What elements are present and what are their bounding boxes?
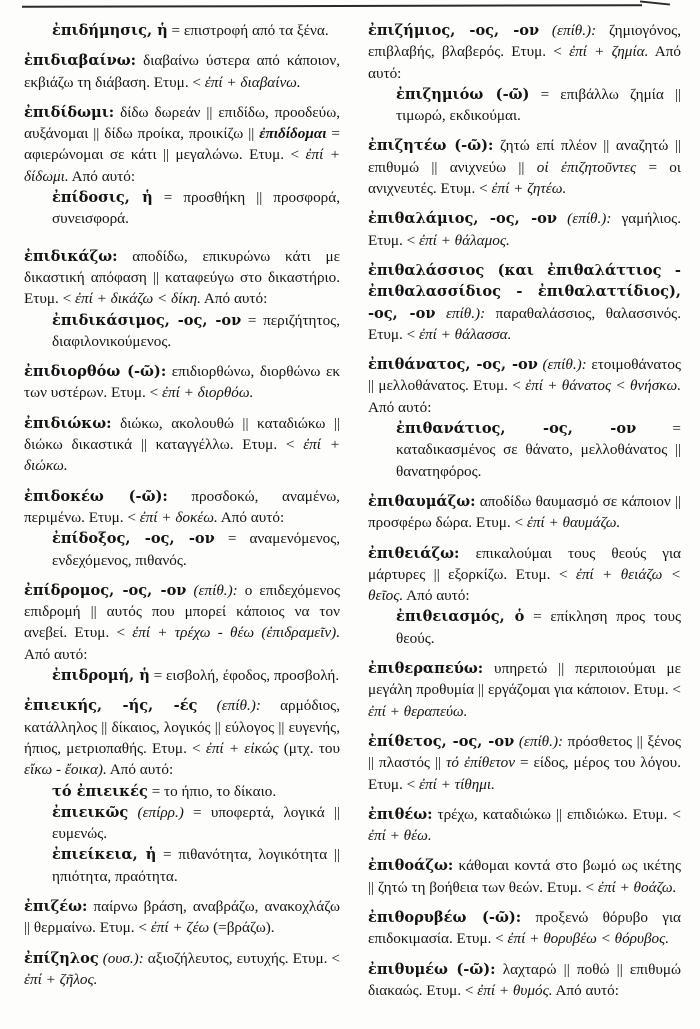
etymology: ἐπί + εἰκώς	[205, 739, 279, 757]
etymology: ἐπί + δίδωμι.	[24, 146, 340, 185]
etymology: ἐπί + θειάζω < θεῖος.	[368, 565, 681, 605]
headword: ἐπίζηλος	[24, 949, 99, 967]
part-of-speech: (επίθ.):	[537, 356, 587, 374]
dictionary-entry	[368, 135, 681, 199]
headword: ἐπιθαλάσσιος (και ἐπιθαλάττιος - ἐπιθαλασσίδιος - ἐπιθαλαττίδιος), -ος, -ον	[368, 261, 681, 322]
part-of-speech: (επίθ.):	[557, 210, 612, 228]
derived-note: Από αυτό:	[200, 290, 268, 308]
left-column	[24, 20, 340, 999]
definition: δίδω δωρεάν || επιδίδω, προοδεύω, αυξάνομαι || δίδω προίκα, προικίζω ||	[24, 103, 340, 143]
inflected-form: ἐπιδίδομαι	[259, 125, 327, 143]
headword: ἐπιθαλάμιος, -ος, -ον	[368, 210, 558, 228]
headword: ἐπιθαυμάζω:	[368, 492, 476, 510]
dictionary-entry	[24, 50, 340, 93]
definition: αποδίδω, επικυρώνω κάτι με δικαστική απόφαση || καταφεύγω στο δικαστήριο. Ετυμ. <	[24, 247, 340, 308]
definition: γαμήλιος. Ετυμ. <	[368, 210, 681, 249]
sub-entry	[52, 187, 340, 230]
derived-note: Από αυτό:	[217, 508, 285, 526]
dictionary-entry	[24, 102, 340, 230]
derived-note: Από αυτό:	[68, 167, 136, 185]
definition: υπηρετώ || περιποιούμαι με μεγάλη προθυμία || εργάζομαι για κάποιον. Ετυμ. <	[368, 660, 681, 699]
headword: ἐπιδικάζω:	[24, 247, 118, 265]
headword: ἐπίθετος, -ος, -ον	[368, 732, 515, 750]
dictionary-entry	[368, 260, 681, 345]
etymology: ἐπί + ζῆλος.	[24, 970, 98, 988]
right-column	[368, 20, 681, 1010]
headword: ἐπιδιορθόω (-ῶ):	[24, 363, 167, 381]
etymology: ἐπί + ζέω	[150, 919, 210, 937]
sub-headword: ἐπίδοσις, ἡ	[52, 189, 153, 207]
definition: επιδιορθώνω, διορθώνω εκ των υστέρων. Ετυμ. <	[24, 363, 340, 402]
sub-entry	[52, 528, 340, 571]
dictionary-entry	[368, 731, 681, 795]
etymology: ἐπί + θοάζω.	[597, 878, 677, 896]
sub-entry	[396, 418, 681, 482]
definition: προσδοκώ, αναμένω, περιμένω. Ετυμ. <	[24, 487, 340, 526]
definition: ζητώ επί πλέον || αναζητώ || επιθυμώ || ανιχνεύω ||	[368, 137, 682, 176]
definition: τρέχω, καταδιώκω || επιδιώκω. Ετυμ. <	[432, 805, 681, 823]
top-rule-curl	[640, 0, 670, 5]
definition: διαβαίνω ύστερα από κάποιον, εκβιάζω τη διάβαση. Ετυμ. <	[24, 52, 340, 91]
sub-headword: ἐπιθανάτιος, -ος, -ον	[396, 420, 637, 438]
sub-definition: = υποφερτά, λογικά || ευμενώς.	[52, 803, 340, 843]
headword: ἐπιθειάζω:	[368, 544, 460, 562]
dictionary-entry	[24, 695, 340, 887]
etymology: ἐπί + τίθημι.	[419, 775, 495, 793]
etymology: ἐπί + ζημία.	[569, 43, 649, 61]
etymology-note: (μτχ. του	[278, 739, 340, 757]
dictionary-entry	[368, 354, 681, 482]
definition: αξιοζήλευτος, ευτυχής. Ετυμ. <	[143, 949, 340, 967]
derived-note: Από αυτό:	[552, 981, 619, 999]
derived-note: Από αυτό:	[368, 43, 681, 82]
definition: = επιστροφή από τα ξένα.	[167, 22, 329, 39]
sub-entry	[52, 665, 340, 686]
part-of-speech: (επίθ.):	[514, 732, 564, 750]
dictionary-entry	[368, 20, 681, 126]
inflected-form: τό ἐπίθετον	[445, 754, 516, 772]
definition: επικαλούμαι τους θεούς για μάρτυρες || εξορκίζω. Ετυμ. <	[368, 544, 681, 583]
definition: κάθομαι κοντά στο βωμό ως ικέτης || ζητώ τη βοήθεια των θεών. Ετυμ. <	[368, 857, 681, 896]
headword: ἐπιδοκέω (-ῶ):	[24, 487, 168, 505]
etymology: ἐπί + δικάζω < δίκη.	[75, 290, 201, 308]
derived-note: Από αυτό:	[368, 398, 432, 416]
definition: ετοιμοθάνατος || μελλοθάνατος. Ετυμ. <	[368, 356, 681, 395]
etymology: ἐπί + θαυμάζω.	[526, 514, 621, 532]
headword: ἐπιδήμησις, ἡ	[52, 22, 168, 39]
definition: αρμόδιος, κατάλληλος || δίκαιος, λογικός || εύλογος || ευγενής, ήπιος, μετριοπαθής. Ετυμ. <	[24, 697, 340, 757]
top-rule	[22, 4, 642, 8]
dictionary-entry	[24, 896, 340, 939]
sub-definition: = πιθανότητα, λογικότητα || ηπιότητα, πραότητα.	[52, 846, 340, 885]
sub-headword: ἐπιθειασμός, ὁ	[396, 608, 525, 626]
dictionary-entry	[368, 959, 681, 1002]
definition: παίρνω βράση, αναβράζω, ανακοχλάζω || θερμαίνω. Ετυμ. <	[24, 897, 340, 937]
definition: διώκω, ακολουθώ || καταδιώκω || διώκω δικαστικά || καταγγέλλω. Ετυμ. <	[24, 414, 340, 454]
dictionary-entry	[368, 543, 681, 649]
sub-definition: = αναμενόμενος, ενδεχόμενος, πιθανός.	[52, 530, 341, 569]
sub-definition: = περιζήτητος, διαφιλονικούμενος.	[52, 311, 340, 350]
headword: ἐπιδιαβαίνω:	[24, 52, 137, 70]
headword: ἐπιεικής, -ής, -ές	[24, 697, 198, 715]
dictionary-entry	[24, 413, 340, 477]
dictionary-entry	[24, 948, 340, 991]
definition: παραθαλάσσιος, θαλασσινός. Ετυμ. <	[368, 304, 681, 343]
definition: ο επιδεχόμενος επιδρομή || αυτός που μπορεί κάποιος να τον ανεβεί. Ετυμ. <	[24, 581, 340, 642]
sub-entry	[396, 84, 681, 127]
etymology: εἴκω - ἔοικα).	[24, 761, 107, 779]
sub-definition: = καταδικασμένος σε θάνατο, μελλοθάνατος || θανατηφόρος.	[396, 420, 681, 480]
part-of-speech: επίθ.):	[435, 304, 486, 322]
headword: ἐπιθεραπεύω:	[368, 660, 484, 678]
etymology: ἐπί + θάνατος < θνήσκω.	[525, 377, 681, 395]
sub-entry	[52, 310, 340, 353]
headword: ἐπιδιώκω:	[24, 414, 112, 432]
etymology: ἐπί + θέω.	[368, 827, 432, 845]
sub-definition: = το ήπιο, το δίκαιο.	[147, 782, 277, 800]
headword: ἐπιζητέω (-ῶ):	[368, 137, 494, 155]
headword: ἐπιθυμέω (-ῶ):	[368, 960, 496, 978]
etymology: ἐπί + θορυβέω < θόρυβος.	[507, 930, 670, 948]
etymology-note: (=βράζω).	[209, 919, 275, 937]
definition: = οι ανιχνευτές. Ετυμ. <	[368, 158, 681, 198]
sub-headword: ἐπιεικῶς	[52, 803, 129, 821]
derived-note: Από αυτό:	[403, 587, 470, 605]
dictionary-entry	[52, 20, 340, 41]
etymology: ἐπί + δοκέω.	[139, 508, 218, 526]
headword: ἐπιζήμιος, -ος, -ον	[368, 22, 540, 39]
headword: ἐπίδρομος, -ος, -ον	[24, 581, 187, 599]
etymology: ἐπί + διαβαίνω.	[204, 73, 301, 91]
sub-entry	[396, 606, 681, 649]
etymology: ἐπί + θάλασσα.	[419, 325, 512, 343]
dictionary-entry	[368, 208, 681, 251]
definition: ζημιογόνος, επιβλαβής, βλαβερός. Ετυμ. <	[368, 22, 681, 61]
part-of-speech: (επίθ.):	[186, 581, 238, 599]
etymology: ἐπί + διορθόω.	[162, 384, 254, 402]
headword: ἐπιθέω:	[368, 805, 433, 823]
sub-definition: = επιβάλλω ζημία || τιμωρώ, εκδικούμαι.	[396, 85, 681, 125]
dictionary-entry	[368, 907, 681, 950]
etymology: ἐπί + θυμός.	[477, 981, 553, 999]
inflected-form: οἱ ἐπιζητοῦντες	[536, 158, 637, 176]
etymology: ἐπί + θεραπεύω.	[368, 702, 468, 720]
sub-definition: = προσθήκη || προσφορά, συνεισφορά.	[52, 189, 340, 228]
sub-entry	[52, 844, 340, 887]
sub-headword: ἐπίδοξος, -ος, -ον	[52, 530, 215, 548]
part-of-speech: (επίθ.):	[197, 697, 261, 715]
sub-headword: ἐπιείκεια, ἡ	[52, 846, 157, 864]
sub-entry	[52, 802, 340, 845]
etymology: ἐπί + διώκω.	[24, 436, 341, 475]
sub-entry	[52, 781, 340, 802]
sub-headword: ἐπιδρομή, ἡ	[52, 667, 150, 685]
derived-note: Από αυτό:	[106, 761, 174, 779]
sub-definition: = εισβολή, έφοδος, προσβολή.	[149, 667, 340, 685]
sub-definition: = επίκληση προς τους θεούς.	[396, 608, 681, 647]
part-of-speech: (επίρρ.)	[128, 803, 184, 821]
etymology: ἐπί + τρέχω - θέω (ἐπιδραμεῖν).	[132, 624, 340, 642]
dictionary-entry	[368, 658, 681, 722]
headword: ἐπιθοάζω:	[368, 857, 454, 875]
part-of-speech: (επίθ.):	[539, 22, 597, 39]
definition: = αφιερώνομαι σε κάτι || μεγαλώνω. Ετυμ. <	[24, 125, 340, 164]
dictionary-entry	[368, 804, 681, 847]
dictionary-entry	[368, 491, 681, 534]
sub-headword: ἐπιδικάσιμος, -ος, -ον	[52, 311, 242, 329]
part-of-speech: (ουσ.):	[98, 949, 144, 967]
headword: ἐπιθορυβέω (-ῶ):	[368, 908, 522, 926]
definition: προξενώ θόρυβο για επιδοκιμασία. Ετυμ. <	[368, 908, 681, 948]
dictionary-entry	[368, 855, 681, 898]
definition: = είδος, μέρος του λόγου. Ετυμ. <	[368, 754, 682, 793]
dictionary-entry	[24, 246, 340, 352]
sub-headword: τό ἐπιεικές	[52, 782, 148, 800]
headword: ἐπιδίδωμι:	[24, 103, 115, 121]
derived-note: Από αυτό:	[24, 645, 88, 663]
etymology: ἐπί + θάλαμος.	[419, 231, 510, 249]
definition: λαχταρώ || ποθώ || επιθυμώ διακαώς. Ετυμ. <	[368, 960, 681, 999]
definition: πρόσθετος || ξένος || πλαστός ||	[368, 732, 681, 772]
definition: αποδίδω θαυμασμό σε κάποιον || προσφέρω δώρα. Ετυμ. <	[368, 492, 681, 532]
headword: ἐπιζέω:	[24, 897, 88, 915]
sub-headword: ἐπιζημιόω (-ῶ)	[396, 85, 530, 103]
etymology: ἐπί + ζητέω.	[491, 180, 567, 198]
dictionary-entry	[24, 361, 340, 404]
dictionary-entry	[24, 580, 340, 686]
dictionary-entry	[24, 486, 340, 571]
headword: ἐπιθάνατος, -ος, -ον	[368, 356, 538, 374]
